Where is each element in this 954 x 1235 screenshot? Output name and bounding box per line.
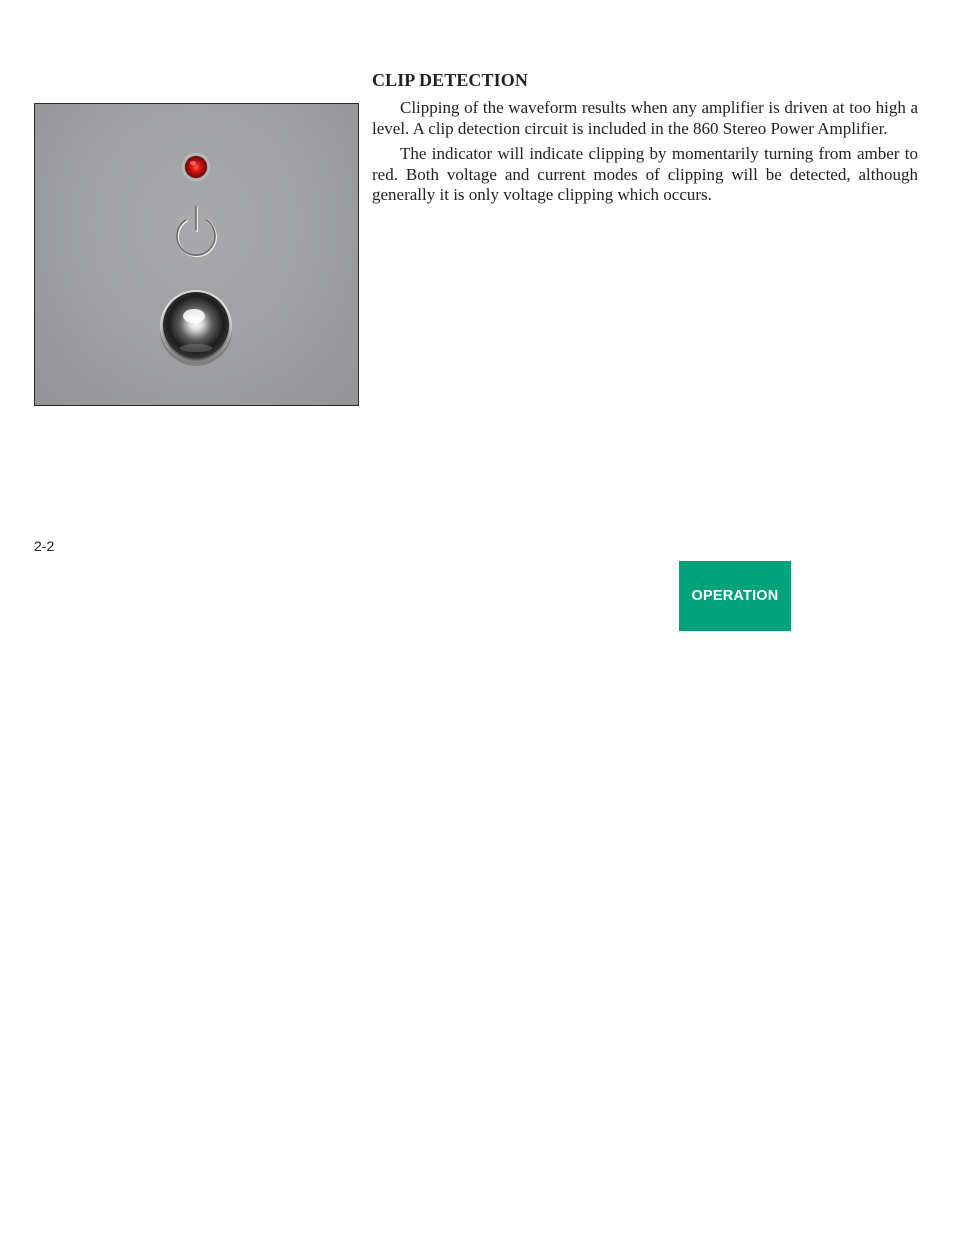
section-heading: CLIP DETECTION (372, 70, 528, 90)
front-panel-illustration (35, 104, 358, 405)
page-number: 2-2 (34, 538, 55, 554)
paragraph-indicator-behavior: The indicator will indicate clipping by momentarily turning from amber to red. Both voltage and current modes of clipping will be detected, although generally it is only voltage clipping which occurs. (372, 144, 918, 204)
power-button-icon (160, 290, 232, 366)
power-symbol-icon (177, 207, 216, 256)
operation-section-tab: OPERATION (679, 561, 791, 631)
front-panel-photo (34, 103, 359, 406)
paragraph-clipping-intro: Clipping of the waveform results when any amplifier is driven at too high a level. A clip detection circuit is included in the 860 Stereo Power Amplifier. (372, 98, 918, 138)
indicator-led-icon (182, 153, 210, 181)
clip-detection-section (372, 68, 918, 211)
